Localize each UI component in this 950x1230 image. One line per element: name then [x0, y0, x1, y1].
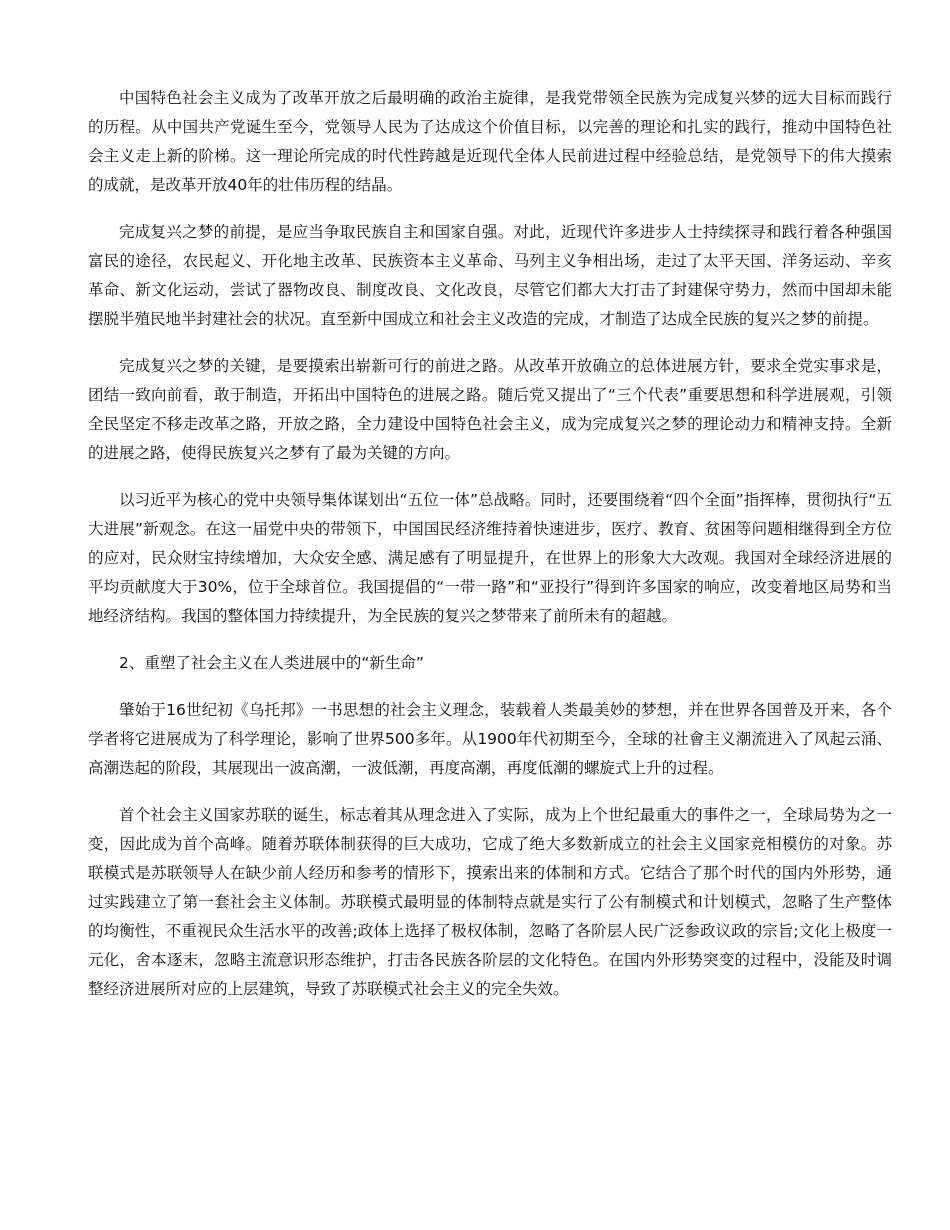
paragraph-2: 完成复兴之梦的前提，是应当争取民族自主和国家自强。对此，近现代许多进步人士持续探寻和践行着各种强国富民的途径，农民起义、开化地主改革、民族资本主义革命、马列主义争相出场，走过了太平天国、洋务运动、辛亥革命、新文化运动，尝试了器物改良、制度改良、文化改良，尽管它们都大大打击了封建保守势力，然而中国却未能摆脱半殖民地半封建社会的状况。直至新中国成立和社会主义改造的完成，才制造了达成全民族的复兴之梦的前提。 [88, 223, 892, 328]
paragraph-6: 首个社会主义国家苏联的诞生，标志着其从理念进入了实际，成为上个世纪最重大的事件之一，全球局势为之一变，因此成为首个高峰。随着苏联体制获得的巨大成功，它成了绝大多数新成立的社会主义国家竞相模仿的对象。苏联模式是苏联领导人在缺少前人经历和参考的情形下，摸索出来的体制和方式。它结合了那个时代的国内外形势，通过实践建立了第一套社会主义体制。苏联模式最明显的体制特点就是实行了公有制模式和计划模式，忽略了生产整体的均衡性，不重视民众生活水平的改善;政体上选择了极权体制，忽略了各阶层人民广泛参政议政的宗旨;文化上极度一元化，舍本逐末，忽略主流意识形态维护，打击各民族各阶层的文化特色。在国内外形势突变的过程中，没能及时调整经济进展所对应的上层建筑，导致了苏联模式社会主义的完全失效。 [88, 806, 892, 998]
section-heading: 2、重塑了社会主义在人类进展中的“新生命” [119, 654, 424, 672]
paragraph-5: 肇始于16世纪初《乌托邦》一书思想的社会主义理念，装载着人类最美妙的梦想，并在世界各国普及开来，各个学者将它进展成为了科学理论，影响了世界500多年。从1900年代初期至今，全球的社會主义潮流进入了风起云涌、高潮迭起的阶段，其展现出一波高潮，一波低潮，再度高潮，再度低潮的螺旋式上升的过程。 [88, 701, 892, 777]
paragraph-1: 中国特色社会主义成为了改革开放之后最明确的政治主旋律，是我党带领全民族为完成复兴梦的远大目标而践行的历程。从中国共产党诞生至今，党领导人民为了达成这个价值目标，以完善的理论和扎实的践行，推动中国特色社会主义走上新的阶梯。这一理论所完成的时代性跨越是近现代全体人民前进过程中经验总结，是党领导下的伟大摸索的成就，是改革开放40年的壮伟历程的结晶。 [88, 89, 892, 194]
paragraph-4: 以习近平为核心的党中央领导集体谋划出“五位一体”总战略。同时，还要围绕着“四个全面”指挥棒，贯彻执行“五大进展”新观念。在这一届党中央的带领下，中国国民经济维持着快速进步，医疗、教育、贫困等问题相继得到全方位的应对，民众财宝持续增加，大众安全感、满足感有了明显提升，在世界上的形象大大改观。我国对全球经济进展的平均贡献度大于30%，位于全球首位。我国提倡的“一带一路”和“亚投行”得到许多国家的响应，改变着地区局势和当地经济结构。我国的整体国力持续提升，为全民族的复兴之梦带来了前所未有的超越。 [88, 491, 892, 625]
paragraph-3: 完成复兴之梦的关键，是要摸索出崭新可行的前进之路。从改革开放确立的总体进展方针，要求全党实事求是，团结一致向前看，敢于制造，开拓出中国特色的进展之路。随后党又提出了“三个代表”重要思想和科学进展观，引领全民坚定不移走改革之路，开放之路，全力建设中国特色社会主义，成为完成复兴之梦的理论动力和精神支持。全新的进展之路，使得民族复兴之梦有了最为关键的方向。 [88, 357, 892, 462]
